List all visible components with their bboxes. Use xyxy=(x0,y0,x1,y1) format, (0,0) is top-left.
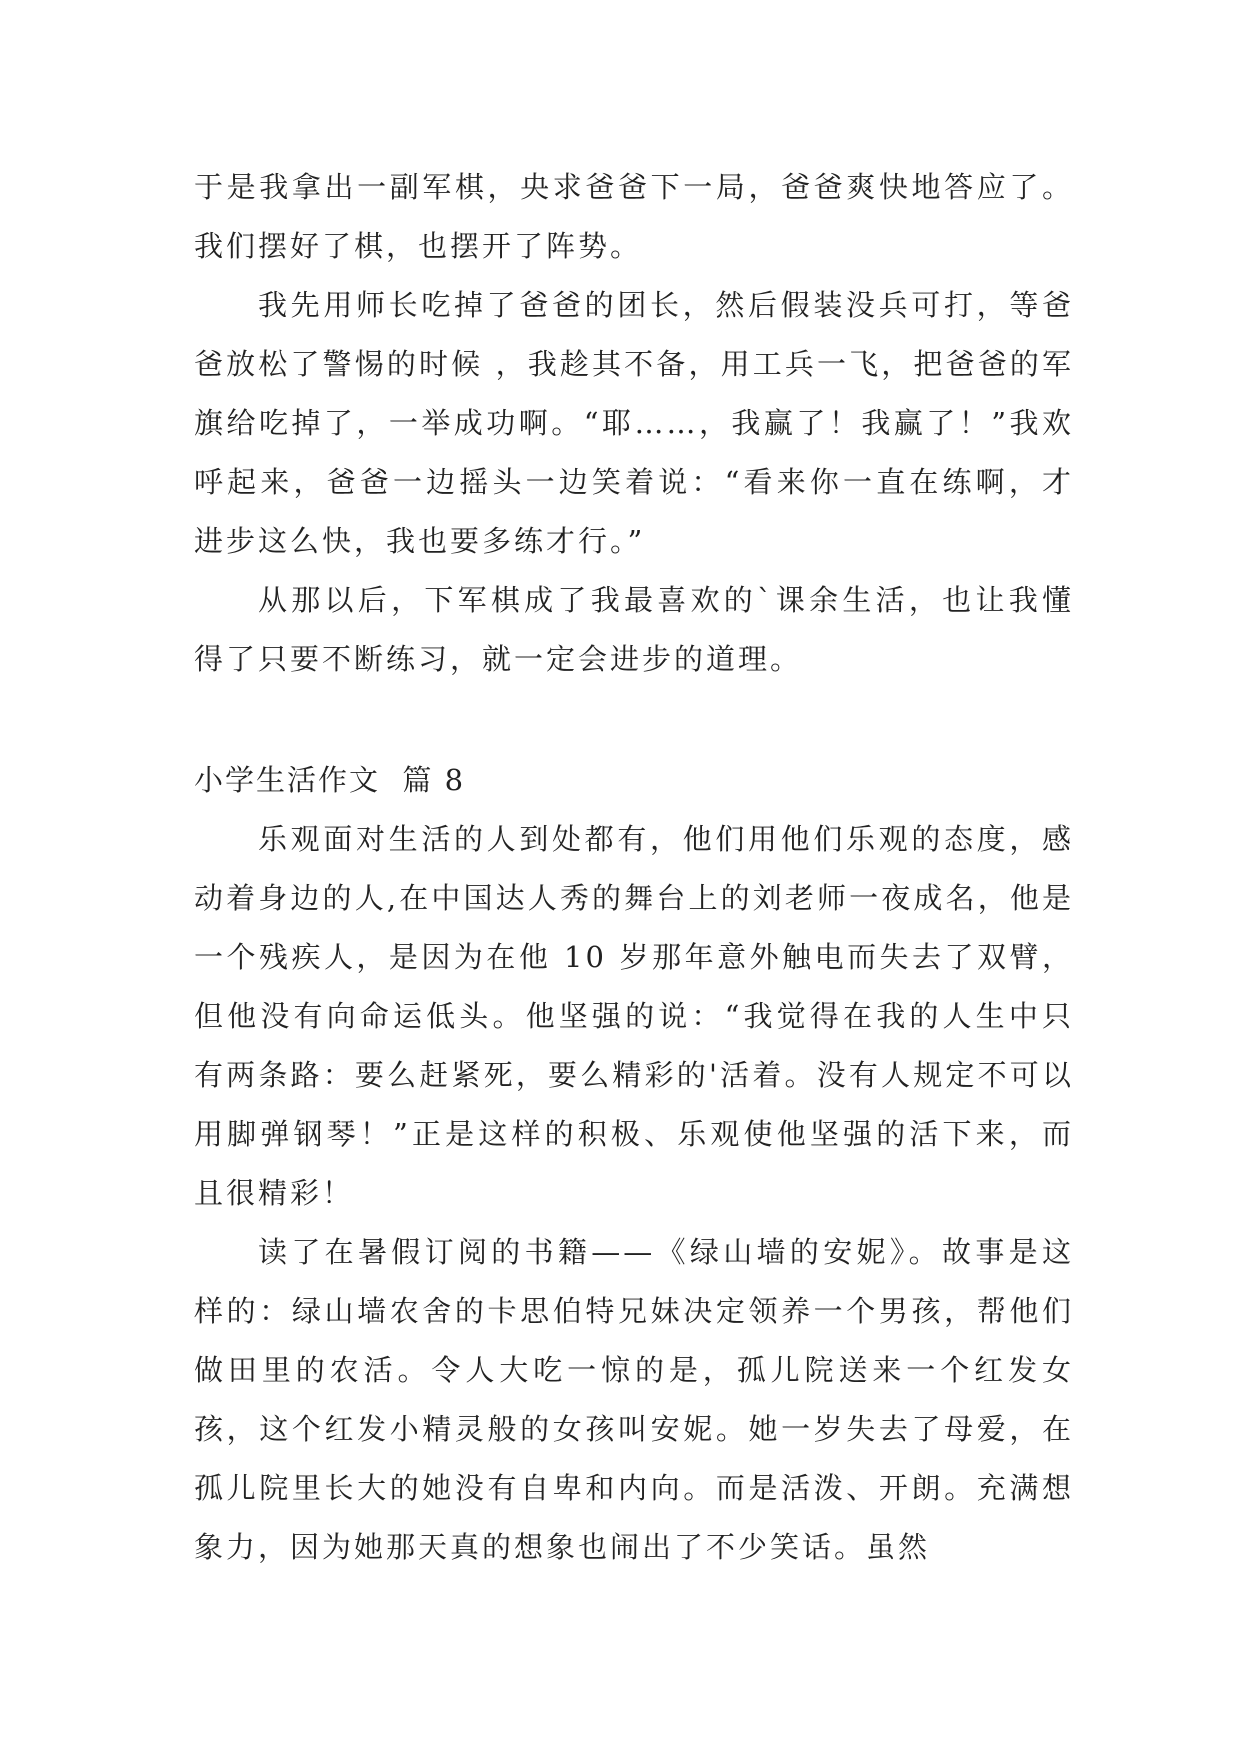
document-body xyxy=(194,158,1074,1577)
paragraph-chess-start: 于是我拿出一副军棋，央求爸爸下一局，爸爸爽快地答应了。我们摆好了棋，也摆开了阵势。 xyxy=(194,170,1074,263)
section-title: 小学生活作文 篇 8 xyxy=(194,763,466,797)
paragraph-anne: 读了在暑假订阅的书籍——《绿山墙的安妮》。故事是这样的：绿山墙农舍的卡思伯特兄妹决定领养一个男孩，帮他们做田里的农活。令人大吃一惊的是，孤儿院送来一个红发女孩，这个红发小精灵般的女孩叫安妮。她一岁失去了母爱，在孤儿院里长大的她没有自卑和内向。而是活泼、开朗。充满想象力，因为她那天真的想象也闹出了不少笑话。虽然 xyxy=(194,1235,1074,1564)
section-spacer xyxy=(194,689,1074,751)
paragraph-chess-game: 我先用师长吃掉了爸爸的团长，然后假装没兵可打，等爸爸放松了警惕的时候 ，我趁其不备，用工兵一飞，把爸爸的军旗给吃掉了，一举成功啊。“耶……，我赢了！我赢了！”我欢呼起来，爸爸一边摇头一边笑着说：“看来你一直在练啊，才进步这么快，我也要多练才行。” xyxy=(194,288,1074,558)
paragraph-chess-lesson: 从那以后，下军棋成了我最喜欢的`课余生活，也让我懂得了只要不断练习，就一定会进步的道理。 xyxy=(194,583,1074,676)
paragraph-optimism: 乐观面对生活的人到处都有，他们用他们乐观的态度，感动着身边的人,在中国达人秀的舞台上的刘老师一夜成名，他是一个残疾人，是因为在他 10 岁那年意外触电而失去了双臂，但他没有向命运低头。他坚强的说：“我觉得在我的人生中只有两条路：要么赶紧死，要么精彩的'活着。没有人规定不可以用脚弹钢琴！”正是这样的积极、乐观使他坚强的活下来，而且很精彩！ xyxy=(194,822,1074,1210)
